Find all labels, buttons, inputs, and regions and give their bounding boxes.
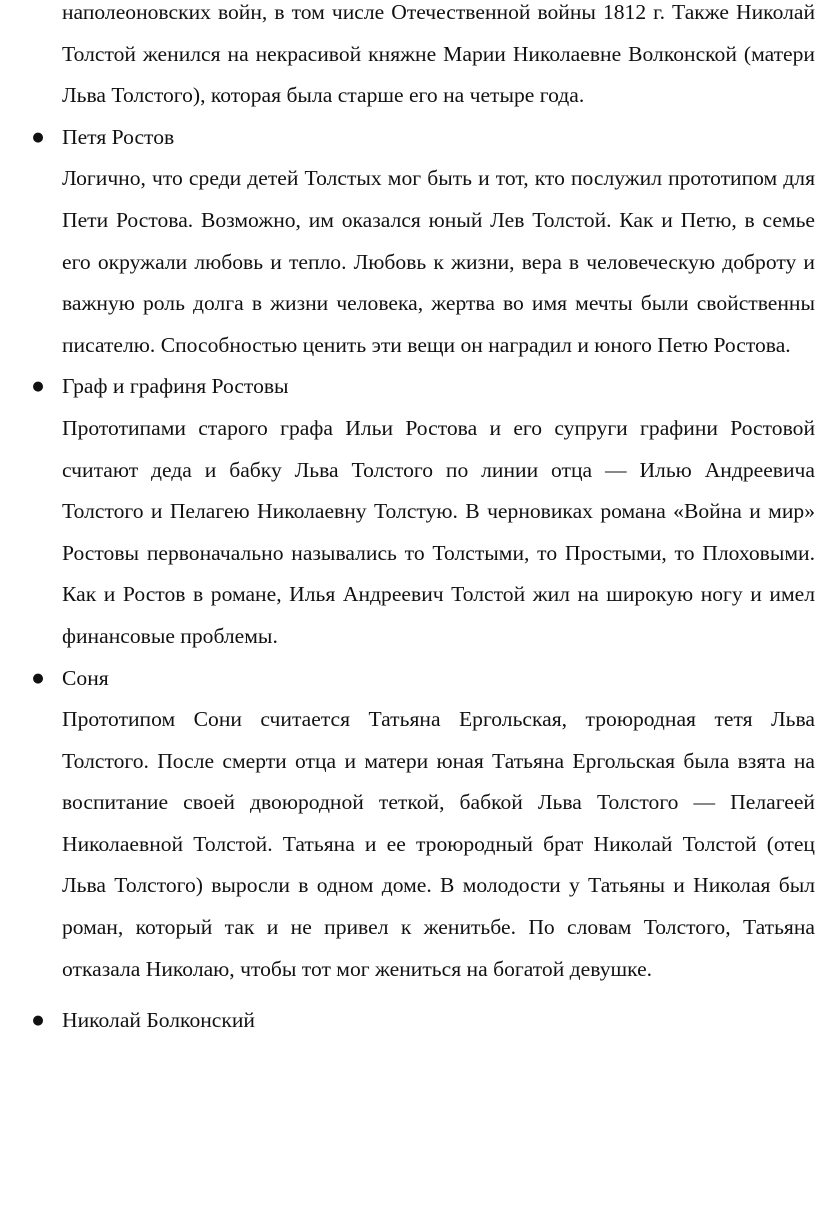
section-text: Логично, что среди детей Толстых мог быть и тот, кто послужил прототипом для Пети Ростова. Возможно, им оказался юный Лев Толстой. Как и Петю, в семье его окружали любовь и тепло. Любовь к жизни, вера в человеческую доброту и важную роль долга в жизни человека, жертва во имя мечты были свойственны писателю. Способностью ценить эти вещи он наградил и юного Петю Ростова. <box>62 166 815 357</box>
section-count-countess-rostov <box>32 366 815 657</box>
section-text: Прототипом Сони считается Татьяна Ергольская, троюродная тетя Льва Толстого. После смерти отца и матери юная Татьяна Ергольская была взята на воспитание своей двоюродной теткой, бабкой Льва Толстого — Пелагеей Николаевной Толстой. Татьяна и ее троюродный брат Николай Толстой (отец Льва Толстого) выросли в одном доме. В молодости у Татьяны и Николая был роман, который так и не привел к женитьбе. По словам Толстого, Татьяна отказала Николаю, чтобы тот мог жениться на богатой девушке. <box>62 707 815 981</box>
bullet-heading <box>32 658 815 700</box>
section-heading: Граф и графиня Ростовы <box>62 374 289 399</box>
section-sonya <box>32 658 815 991</box>
section-text: Прототипами старого графа Ильи Ростова и его супруги графини Ростовой считают деда и бабку Льва Толстого по линии отца — Илью Андреевича Толстого и Пелагею Николаевну Толстую. В черновиках романа «Война и мир» Ростовы первоначально назывались то Толстыми, то Простыми, то Плоховыми. Как и Ростов в романе, Илья Андреевич Толстой жил на широкую ногу и имел финансовые проблемы. <box>62 415 815 648</box>
intro-paragraph: наполеоновских войн, в том числе Отечественной войны 1812 г. Также Николай Толстой женился на некрасивой княжне Марии Николаевне Волконской (матери Льва Толстого), которая была старше его на четыре года. <box>62 0 815 108</box>
section-heading: Соня <box>62 665 109 690</box>
section-heading: Петя Ростов <box>62 124 175 149</box>
bullet-heading <box>32 117 815 159</box>
section-petya-rostov <box>32 117 815 367</box>
document-page <box>32 0 815 1042</box>
bullet-dot-icon: ● <box>32 379 44 395</box>
bullet-dot-icon: ● <box>32 670 44 686</box>
section-nikolai-bolkonsky <box>32 1000 815 1042</box>
bullet-dot-icon: ● <box>32 1013 44 1029</box>
bullet-heading <box>32 366 815 408</box>
bullet-dot-icon: ● <box>32 129 44 145</box>
bullet-heading <box>32 1000 815 1042</box>
section-heading: Николай Болконский <box>62 1008 255 1033</box>
